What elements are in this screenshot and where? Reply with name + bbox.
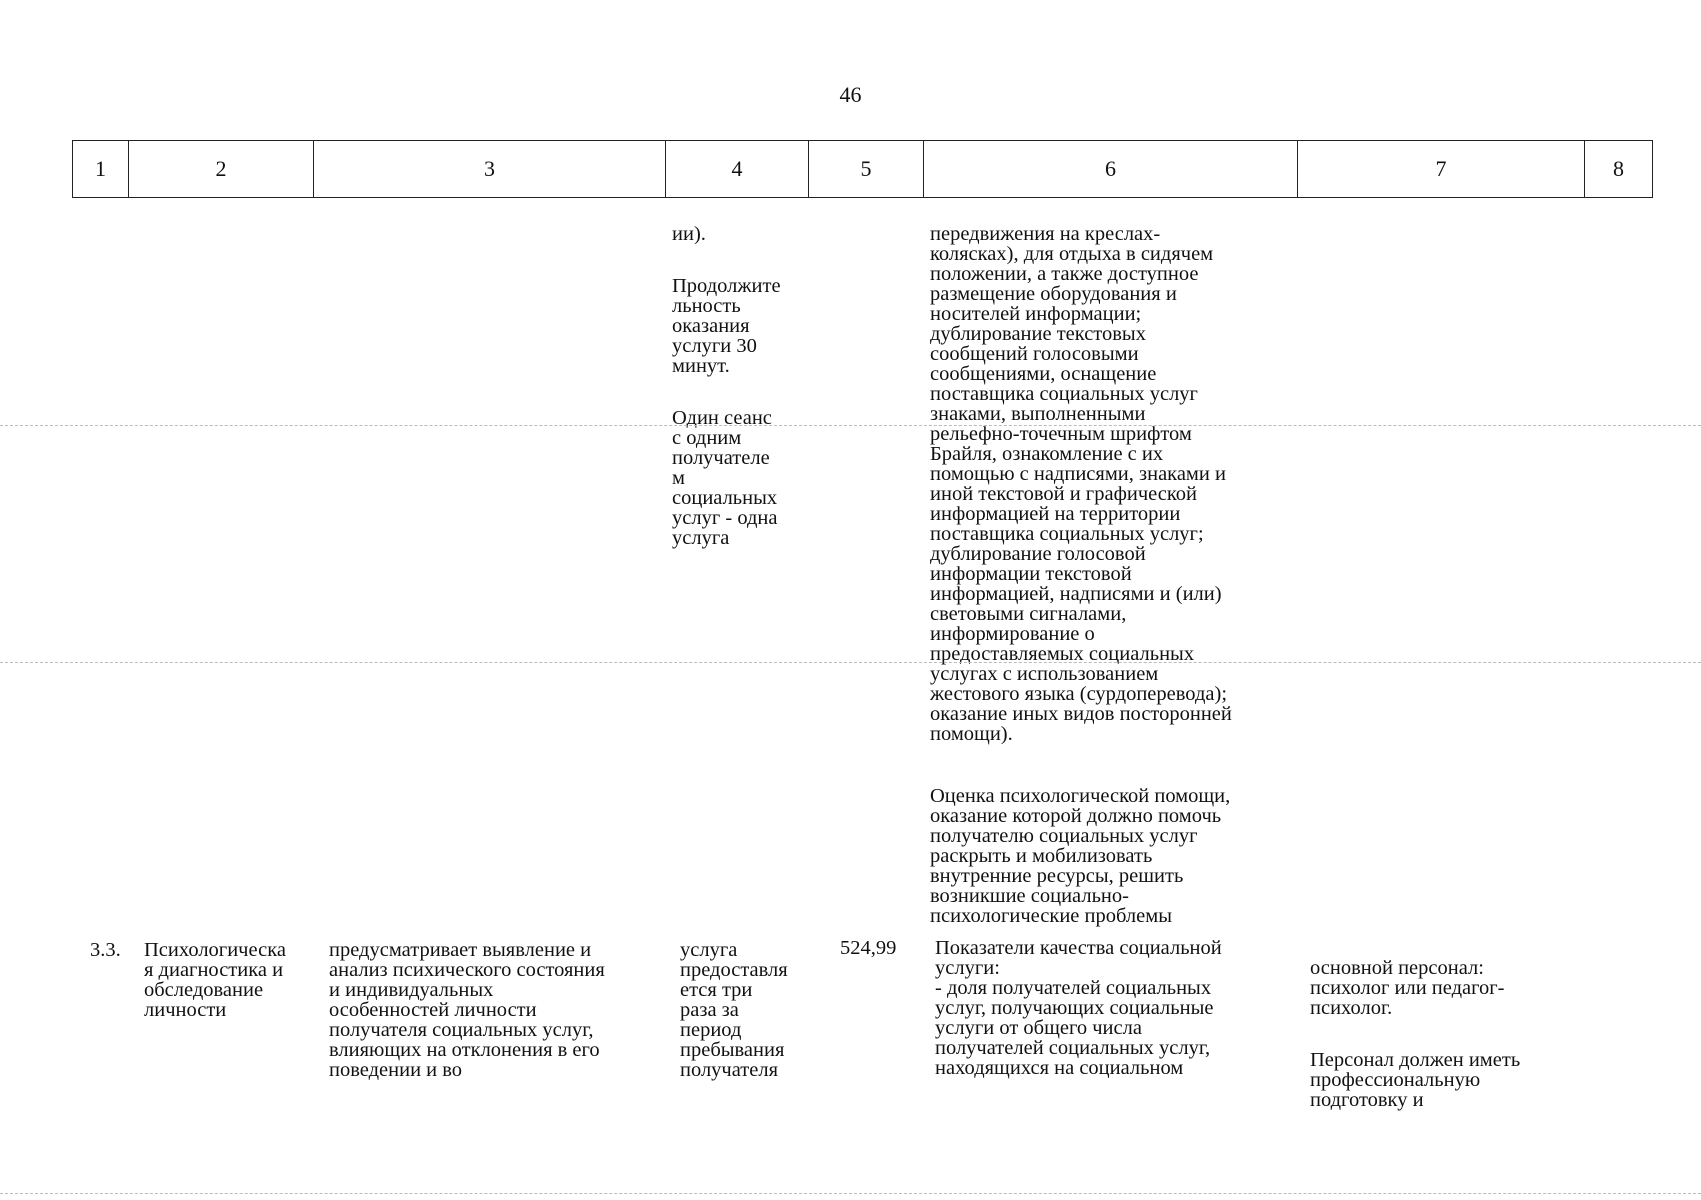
continuation-col6 bbox=[930, 204, 1300, 946]
header-col-5: 5 bbox=[809, 141, 924, 198]
column-number-header bbox=[72, 140, 1653, 198]
header-col-3: 3 bbox=[314, 141, 666, 198]
col6-text-accessibility: передвижения на креслах- колясках), для отдыха в сидячем положении, а также доступное размещение оборудования и носителей информации; дублирование текстовых сообщений голосовыми сообщениями, оснащение поставщика социальных услуг знаками, выполненными рельефно-точечным шрифтом Брайля, ознакомление с их помощью с надписями, знаками и иной текстовой и графической информацией на территории поставщика социальных услуг; дублирование голосовой информации текстовой информацией, надписями и (или) световыми сигналами, информирование о предоставляемых социальных услугах с использованием жестового языка (сурдоперевода); оказание иных видов посторонней помощи). bbox=[930, 223, 1232, 745]
col6-text-assessment: Оценка психологической помощи, оказание которой должно помочь получателю социальных услуг раскрыть и мобилизовать внутренние ресурсы, решить возникшие социально- психологические проблемы bbox=[930, 785, 1231, 927]
staff-text-1: основной персонал: психолог или педагог- психолог. bbox=[1310, 957, 1505, 1019]
col4-text-1: ии). bbox=[672, 223, 706, 245]
header-col-4: 4 bbox=[666, 141, 809, 198]
row-3-3-price: 524,99 bbox=[840, 937, 897, 959]
scan-artifact-line bbox=[0, 425, 1701, 426]
scan-artifact-line bbox=[0, 1193, 1701, 1194]
scan-artifact-line bbox=[0, 662, 1701, 663]
header-col-6: 6 bbox=[924, 141, 1298, 198]
header-col-1: 1 bbox=[73, 141, 129, 198]
row-3-3-service-name: Психологическа я диагностика и обследование личности bbox=[144, 939, 286, 1021]
row-3-3-number: 3.3. bbox=[90, 939, 121, 961]
row-3-3-volume: услуга предоставля ется три раза за период пребывания получателя bbox=[680, 939, 788, 1081]
row-3-3-description: предусматривает выявление и анализ психического состояния и индивидуальных особенностей личности получателя социальных услуг, влияющих на отклонения в его поведении и во bbox=[329, 939, 605, 1081]
header-col-8: 8 bbox=[1585, 141, 1653, 198]
header-col-2: 2 bbox=[129, 141, 314, 198]
header-col-7: 7 bbox=[1298, 141, 1585, 198]
col4-text-session: Один сеанс с одним получателе м социальных услуг - одна услуга bbox=[672, 407, 778, 549]
staff-text-2: Персонал должен иметь профессиональную подготовку и bbox=[1310, 1049, 1521, 1111]
row-3-3-staff bbox=[1310, 938, 1600, 1130]
continuation-col4 bbox=[672, 204, 812, 568]
page-number: 46 bbox=[839, 82, 862, 107]
row-3-3-quality: Показатели качества социальной услуги: - доля получателей социальных услуг, получающих социальные услуги от общего числа получателей социальных услуг, находящихся на социальном bbox=[935, 937, 1222, 1079]
col4-text-duration: Продолжите льность оказания услуги 30 минут. bbox=[672, 275, 781, 377]
